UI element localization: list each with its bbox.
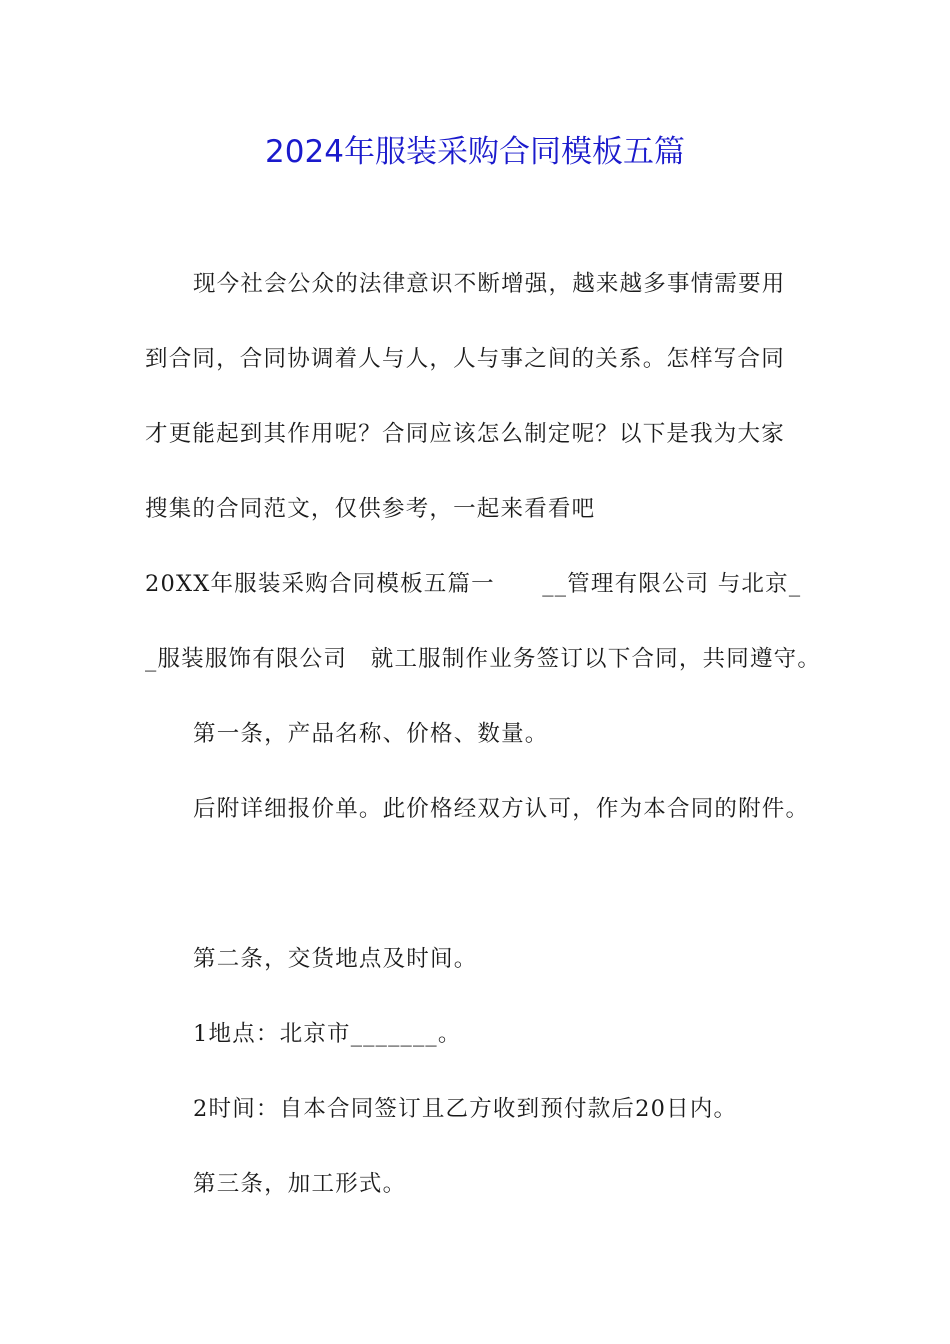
paragraph-line: 第三条，加工形式。 (193, 1171, 407, 1197)
document-title: 2024年服装采购合同模板五篇 (265, 134, 685, 170)
paragraph-line: 第二条，交货地点及时间。 (193, 946, 478, 972)
paragraph-line: _服装服饰有限公司 就工服制作业务签订以下合同，共同遵守。 (145, 646, 822, 672)
paragraph-line: 1地点：北京市_______。 (193, 1021, 462, 1047)
paragraph-line: 现今社会公众的法律意识不断增强，越来越多事情需要用 (193, 271, 786, 297)
paragraph-line: 20XX年服装采购合同模板五篇一 __管理有限公司 与北京_ (145, 571, 802, 597)
paragraph-line: 2时间：自本合同签订且乙方收到预付款后20日内。 (193, 1096, 738, 1122)
paragraph-line: 搜集的合同范文，仅供参考，一起来看看吧 (145, 496, 596, 522)
paragraph-line: 到合同，合同协调着人与人，人与事之间的关系。怎样写合同 (145, 346, 785, 372)
paragraph-line: 才更能起到其作用呢？合同应该怎么制定呢？以下是我为大家 (145, 421, 785, 447)
paragraph-line: 第一条，产品名称、价格、数量。 (193, 721, 549, 747)
paragraph-line: 后附详细报价单。此价格经双方认可，作为本合同的附件。 (193, 796, 810, 822)
